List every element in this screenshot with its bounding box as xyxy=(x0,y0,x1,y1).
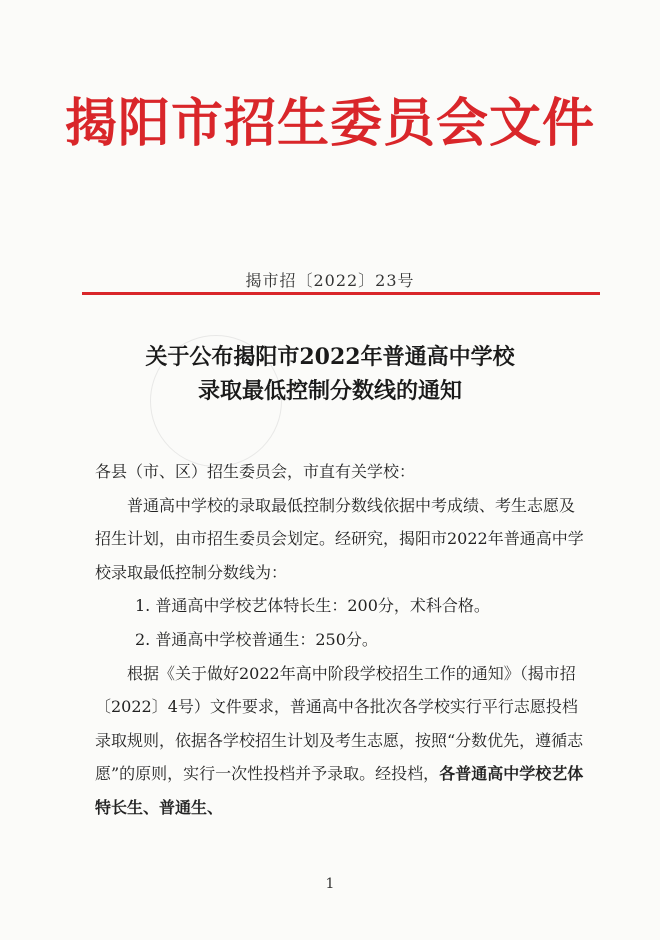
page-number: 1 xyxy=(325,876,335,892)
document-body xyxy=(95,455,585,825)
notice-title-line-2: 录取最低控制分数线的通知 xyxy=(197,378,462,404)
issuer-header: 揭阳市招生委员会文件 xyxy=(64,93,595,154)
salutation: 各县（市、区）招生委员会，市直有关学校： xyxy=(95,462,416,481)
red-divider xyxy=(82,292,600,295)
paragraph-2-bold-text: 各普通高中学校艺体特长生、普通生、 xyxy=(95,764,584,817)
list-item-2: 2. 普通高中学校普通生：250分。 xyxy=(135,629,378,649)
paragraph-2 xyxy=(95,657,585,825)
list-item-1: 1. 普通高中学校艺体特长生：200分，术科合格。 xyxy=(135,596,490,616)
notice-title-line-1: 关于公布揭阳市2022年普通高中学校 xyxy=(145,344,515,370)
notice-title xyxy=(0,340,660,408)
document-number: 揭市招〔2022〕23号 xyxy=(245,271,415,290)
paragraph-1: 普通高中学校的录取最低控制分数线依据中考成绩、考生志愿及招生计划，由市招生委员会划定。经研究，揭阳市2022年普通高中学校录取最低控制分数线为： xyxy=(95,495,584,582)
paragraph-2-text: 根据《关于做好2022年高中阶段学校招生工作的通知》（揭市招〔2022〕4号）文件要求，普通高中各批次各学校实行平行志愿投档录取规则，依据各学校招生计划及考生志愿，按照“分数优先，遵循志愿”的原则，实行一次性投档并予录取。经投档， xyxy=(95,663,584,784)
